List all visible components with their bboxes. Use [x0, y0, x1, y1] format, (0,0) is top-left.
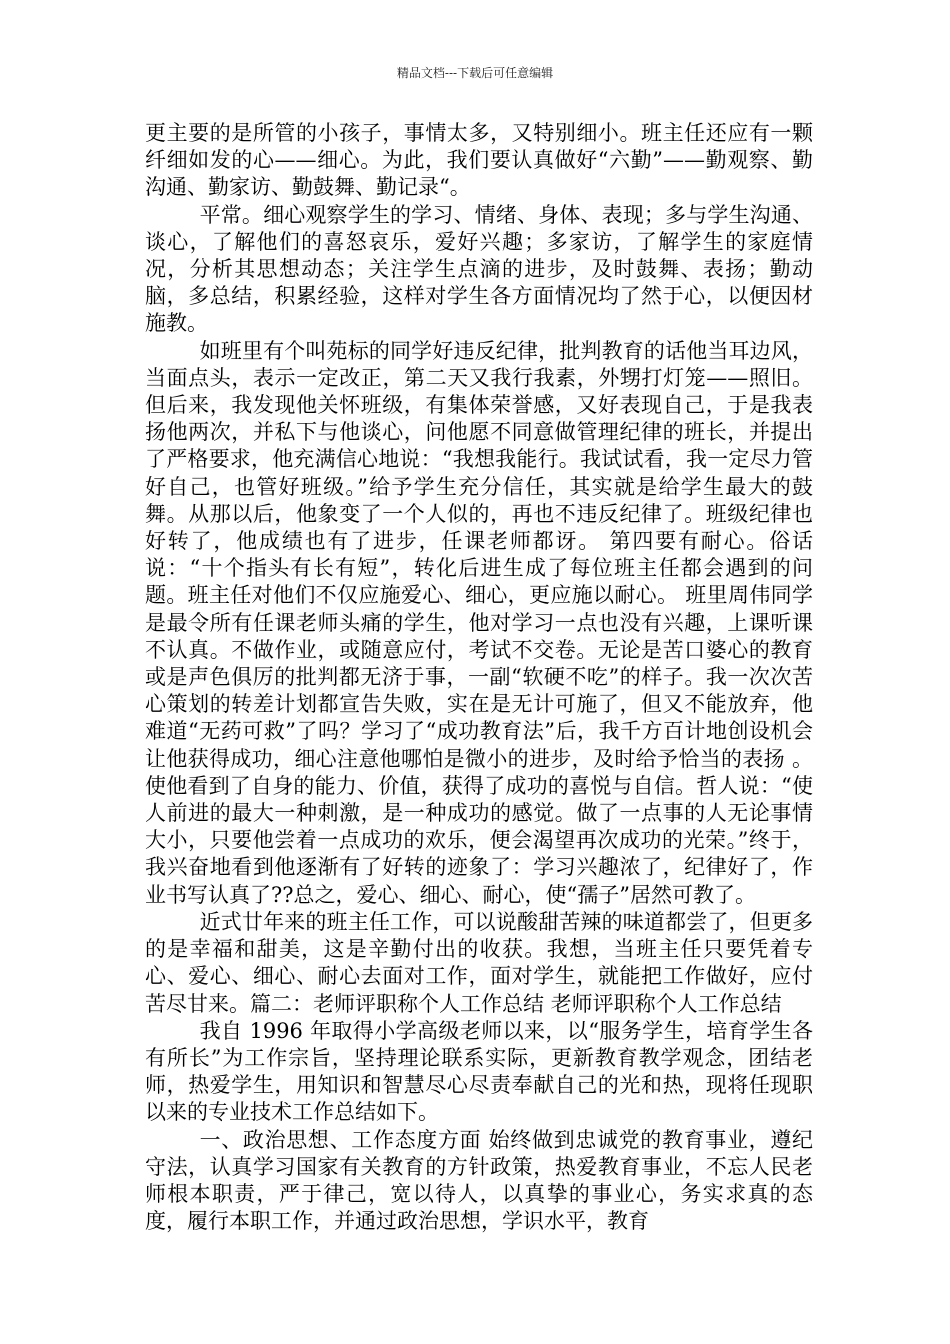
paragraph: 近式廿年来的班主任工作，可以说酸甜苦辣的味道都尝了，但更多的是幸福和甜美，这是辛勤付出的收获。我想，当班主任只要凭着专心、爱心、细心、耐心去面对工作，面对学生，就能把工作做好，应付苦尽甘来。篇二：老师评职称个人工作总结 老师评职称个人工作总结: [145, 909, 813, 1016]
page-header: 精品文档---下载后可任意编辑: [396, 66, 554, 80]
paragraph: 如班里有个叫苑标的同学好违反纪律，批判教育的话他当耳边风，当面点头，表示一定改正，第二天又我行我素，外甥打灯笼——照旧。但后来，我发现他关怀班级，有集体荣誉感，又好表现自己，于是我表扬他两次，并私下与他谈心，问他愿不同意做管理纪律的班长，并提出了严格要求，他充满信心地说：“我想我能行。我试试看，我一定尽力管好自己，也管好班级。”给予学生充分信任，其实就是给学生最大的鼓舞。从那以后，他象变了一个人似的，再也不违反纪律了。班级纪律也好转了，他成绩也有了进步，任课老师都讶。 第四要有耐心。俗话说：“十个指头有长有短”，转化后进生成了每位班主任都会遇到的问题。班主任对他们不仅应施爱心、细心，更应施以耐心。 班里周伟同学是最令所有任课老师头痛的学生，他对学习一点也没有兴趣，上课听课不认真。不做作业，或随意应付，考试不交卷。无论是苦口婆心的教育或是声色俱厉的批判都无济于事，一副“软硬不吃”的样子。我一次次苦心策划的转差计划都宣告失败，实在是无计可施了，但又不能放弃，他难道“无药可救”了吗？学习了“成功教育法”后，我千方百计地创设机会让他获得成功，细心注意他哪怕是微小的进步，及时给予恰当的表扬 。使他看到了自身的能力、价值，获得了成功的喜悦与自信。哲人说：“使人前进的最大一种刺激，是一种成功的感觉。做了一点事的人无论事情大小，只要他尝着一点成功的欢乐，便会渴望再次成功的光荣。”终于，我兴奋地看到他逐渐有了好转的迹象了：学习兴趣浓了，纪律好了，作业书写认真了??总之，爱心、细心、耐心，使“孺子”居然可教了。: [145, 338, 813, 907]
paragraph: 我自 1996 年取得小学高级老师以来，以“服务学生，培育学生各有所长”为工作宗旨，坚持理论联系实际，更新教育教学观念，团结老师，热爱学生，用知识和智慧尽心尽责奉献自己的光和热，现将任现职以来的专业技术工作总结如下。: [145, 1018, 813, 1125]
paragraph: 一、政治思想、工作态度方面 始终做到忠诚党的教育事业，遵纪守法，认真学习国家有关教育的方针政策，热爱教育事业，不忘人民老师根本职责，严于律己，宽以待人，以真挚的事业心，务实求真的态度，履行本职工作，并通过政治思想，学识水平，教育: [145, 1127, 813, 1234]
paragraph: 更主要的是所管的小孩子，事情太多，又特别细小。班主任还应有一颗纤细如发的心——细心。为此，我们要认真做好“六勤”——勤观察、勤沟通、勤家访、勤鼓舞、勤记录“。: [145, 121, 813, 200]
paragraph: 平常。细心观察学生的学习、情绪、身体、表现；多与学生沟通、谈心，了解他们的喜怒哀乐，爱好兴趣；多家访，了解学生的家庭情况，分析其思想动态；关注学生点滴的进步，及时鼓舞、表扬；勤动脑，多总结，积累经验，这样对学生各方面情况均了然于心，以便因材施教。: [145, 202, 813, 336]
document-body: [145, 120, 813, 1235]
